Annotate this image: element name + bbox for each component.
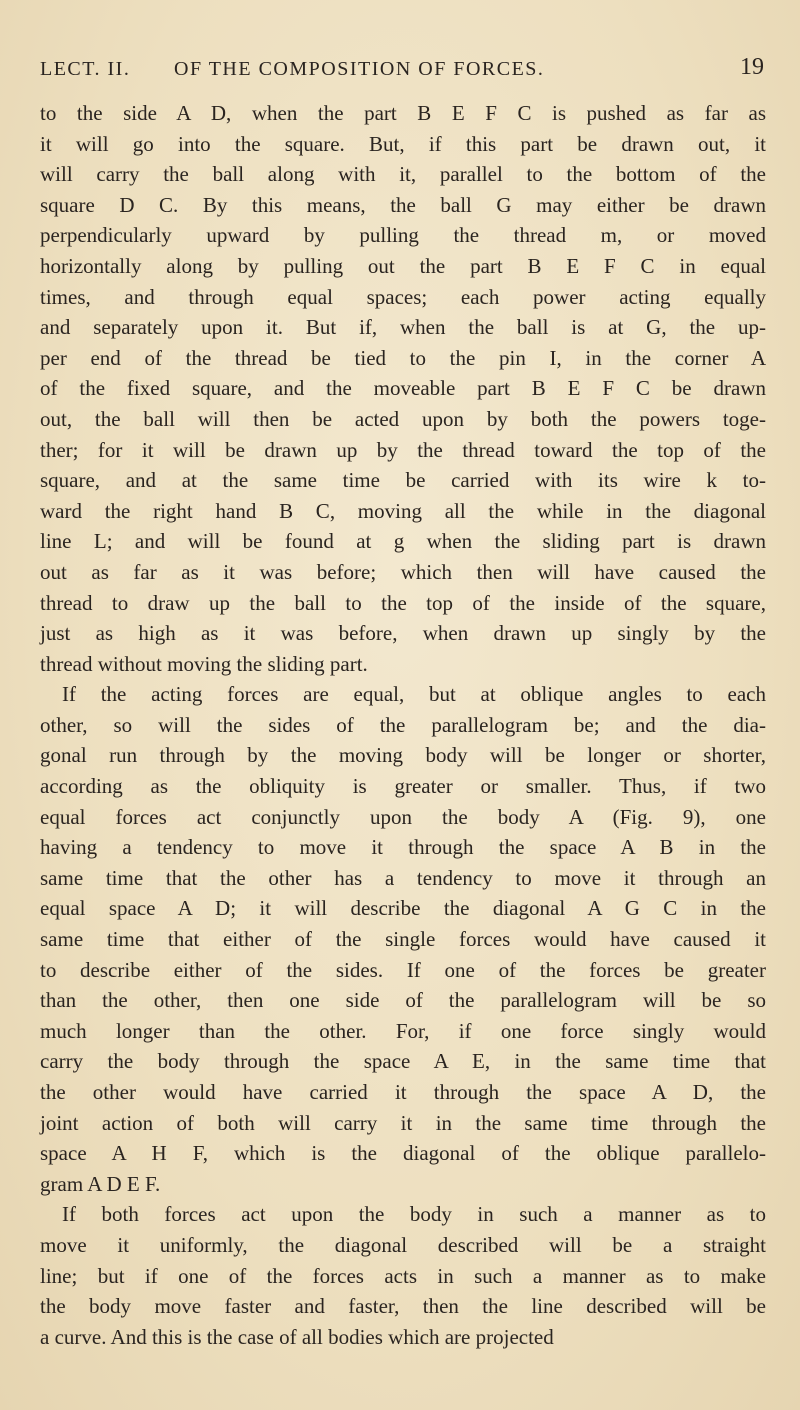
text-line: than the other, then one side of the parallelogram will be so: [40, 988, 766, 1013]
running-header: [40, 54, 764, 86]
text-line: and separately upon it. But if, when the ball is at G, the up-: [40, 315, 766, 340]
text-line: out as far as it was before; which then will have caused the: [40, 559, 766, 584]
text-line: same time that either of the single forces would have caused it: [40, 927, 766, 952]
text-line: times, and through equal spaces; each power acting equally: [40, 284, 766, 309]
text-line: will carry the ball along with it, parallel to the bottom of the: [40, 162, 766, 187]
text-line: other, so will the sides of the parallelogram be; and the dia-: [40, 712, 766, 737]
text-line: having a tendency to move it through the space A B in the: [40, 835, 766, 860]
text-line: same time that the other has a tendency to move it through an: [40, 865, 766, 890]
text-line: If both forces act upon the body in such a manner as to: [62, 1202, 766, 1227]
text-line: carry the body through the space A E, in the same time that: [40, 1049, 766, 1074]
text-line: per end of the thread be tied to the pin I, in the corner A: [40, 345, 766, 370]
text-line: out, the ball will then be acted upon by both the powers toge-: [40, 406, 766, 431]
text-line: If the acting forces are equal, but at oblique angles to each: [62, 682, 766, 707]
text-line: the body move faster and faster, then the line described will be: [40, 1294, 766, 1319]
text-line: perpendicularly upward by pulling the thread m, or moved: [40, 223, 766, 248]
text-line: square, and at the same time be carried with its wire k to-: [40, 468, 766, 493]
text-line: gonal run through by the moving body will be longer or shorter,: [40, 743, 766, 768]
page-number: 19: [740, 54, 764, 80]
text-line: ther; for it will be drawn up by the thread toward the top of the: [40, 437, 766, 462]
text-line: space A H F, which is the diagonal of the oblique parallelo-: [40, 1141, 766, 1166]
text-line: equal forces act conjunctly upon the body A (Fig. 9), one: [40, 804, 766, 829]
text-line: line L; and will be found at g when the sliding part is drawn: [40, 529, 766, 554]
text-line: ward the right hand B C, moving all the while in the diagonal: [40, 498, 766, 523]
text-line: gram A D E F.: [40, 1171, 161, 1196]
text-line: just as high as it was before, when drawn up singly by the: [40, 621, 766, 646]
text-line: a curve. And this is the case of all bodies which are projected: [40, 1324, 554, 1349]
text-line: thread to draw up the ball to the top of the inside of the square,: [40, 590, 766, 615]
text-line: to the side A D, when the part B E F C is pushed as far as: [40, 101, 766, 125]
text-line: of the fixed square, and the moveable part B E F C be drawn: [40, 376, 766, 401]
chapter-title: OF THE COMPOSITION OF FORCES.: [174, 58, 545, 80]
text-line: much longer than the other. For, if one force singly would: [40, 1018, 766, 1043]
text-line: equal space A D; it will describe the diagonal A G C in the: [40, 896, 766, 921]
text-line: the other would have carried it through the space A D, the: [40, 1080, 766, 1104]
text-line: horizontally along by pulling out the part B E F C in equal: [40, 253, 766, 278]
text-line: square D C. By this means, the ball G may either be drawn: [40, 192, 766, 217]
page-body-text: [40, 98, 766, 1352]
text-line: it will go into the square. But, if this part be drawn out, it: [40, 131, 766, 156]
text-line: according as the obliquity is greater or smaller. Thus, if two: [40, 774, 766, 799]
text-line: move it uniformly, the diagonal described will be a straight: [40, 1232, 766, 1257]
lecture-label: LECT. II.: [40, 58, 131, 80]
text-line: line; but if one of the forces acts in such a manner as to make: [40, 1263, 766, 1288]
text-line: to describe either of the sides. If one of the forces be greater: [40, 957, 766, 982]
text-line: thread without moving the sliding part.: [40, 651, 368, 676]
text-line: joint action of both will carry it in the same time through the: [40, 1110, 766, 1135]
